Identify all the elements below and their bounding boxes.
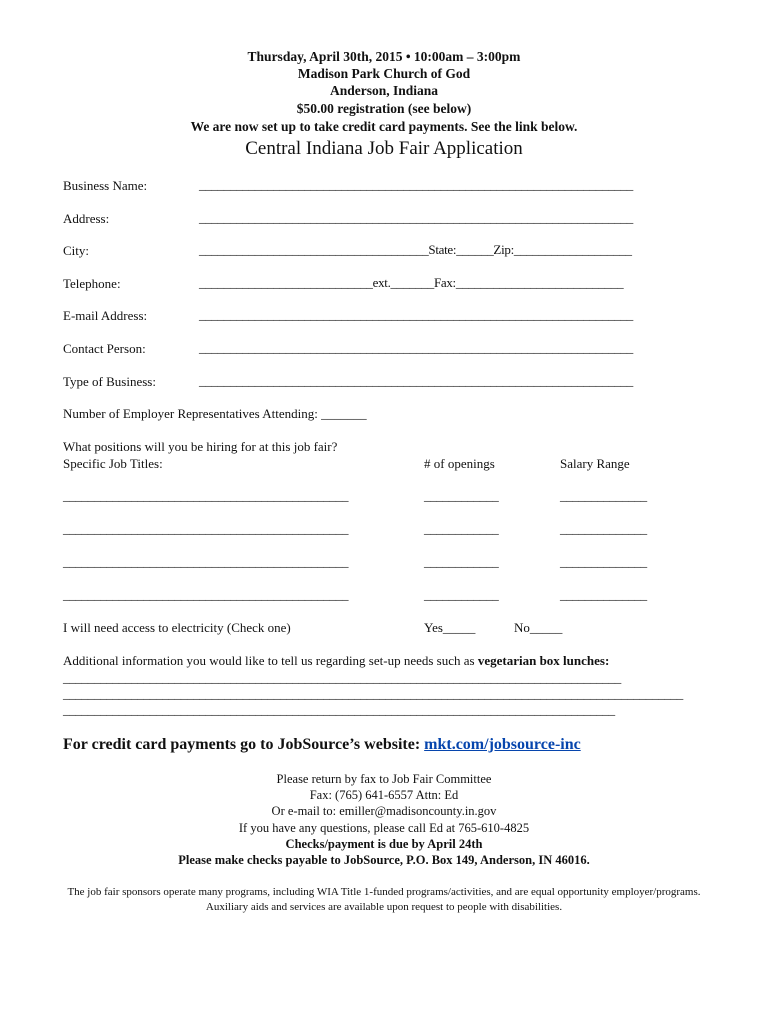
additional-info-text: Additional information you would like to tell us regarding set-up needs such as [63,653,478,668]
address-label: Address: [63,211,110,226]
salary-field[interactable]: ______________ [560,587,647,602]
ext-label: ext. [372,275,391,290]
additional-info-label [63,653,609,669]
fax-label: Fax: [433,275,456,290]
contact-person-field[interactable]: ______________________________________________________________________ [199,340,634,355]
openings-field[interactable]: ____________ [424,521,499,536]
job-title-field[interactable]: ______________________________________________ [63,521,349,536]
event-city: Anderson, Indiana [329,83,439,98]
openings-field[interactable]: ____________ [424,488,499,503]
representatives-label [63,406,367,422]
electricity-no[interactable]: No_____ [514,620,563,635]
payable-to: Please make checks payable to JobSource, P.O. Box 149, Anderson, IN 46016. [178,853,590,867]
disclaimer: The job fair sponsors operate many programs, including WIA Title 1-funded programs/activities, and are equal opportunity employer/programs. Auxiliary aids and services are available upon request to people with disabilities. [67,886,701,913]
yes-label: Yes [424,620,443,635]
job-title-field[interactable]: ______________________________________________ [63,554,349,569]
salary-header: Salary Range [560,456,630,471]
city-field[interactable]: _____________________________________State:______Zip:___________________ [199,242,632,257]
salary-field[interactable]: ______________ [560,488,647,503]
business-type-field[interactable]: ______________________________________________________________________ [199,373,634,388]
job-title-field[interactable]: ______________________________________________ [63,488,349,503]
zip-field[interactable]: ___________________ [513,242,632,257]
business-name-label: Business Name: [63,178,148,193]
fax-number: Fax: (765) 641-6557 Attn: Ed [309,788,459,802]
registration-fee: $50.00 registration (see below) [296,101,472,116]
address-field[interactable]: ______________________________________________________________________ [199,210,634,225]
payment-due: Checks/payment is due by April 24th [285,837,483,851]
return-instructions: Please return by fax to Job Fair Committee [276,772,492,786]
business-type-label: Type of Business: [63,374,156,389]
state-field[interactable]: ______ [456,242,494,257]
zip-label: Zip: [493,242,514,257]
job-title-field[interactable]: ______________________________________________ [63,587,349,602]
representatives-field[interactable]: _______ [321,406,367,421]
salary-field[interactable]: ______________ [560,554,647,569]
openings-field[interactable]: ____________ [424,554,499,569]
credit-card-text: For credit card payments go to JobSource’s website: [63,736,425,753]
salary-field[interactable]: ______________ [560,521,647,536]
event-venue: Madison Park Church of God [297,66,471,81]
contact-person-label: Contact Person: [63,341,146,356]
business-name-field[interactable]: ______________________________________________________________________ [199,177,634,192]
email-instructions: Or e-mail to: emiller@madisoncounty.in.gov [271,804,497,818]
positions-question: What positions will you be hiring for at this job fair? [63,439,338,454]
vegetarian-lunches: vegetarian box lunches: [477,653,610,668]
page-title: Central Indiana Job Fair Application [245,138,523,159]
event-date: Thursday, April 30th, 2015 • 10:00am – 3:00pm [247,49,521,64]
telephone-label: Telephone: [63,276,121,291]
additional-info-line[interactable]: _________________________________________________________________________________________ [63,702,615,717]
no-label: No [514,620,530,635]
credit-card-line [63,736,581,754]
electricity-yes[interactable]: Yes_____ [424,620,476,635]
additional-info-line[interactable]: ____________________________________________________________________________________________________ [63,686,684,701]
state-label: State: [428,242,457,257]
questions-contact: If you have any questions, please call Ed at 765-610-4825 [238,821,530,835]
openings-field[interactable]: ____________ [424,587,499,602]
electricity-question: I will need access to electricity (Check one) [63,620,291,635]
email-label: E-mail Address: [63,308,148,323]
additional-info-line[interactable]: __________________________________________________________________________________________ [63,670,622,685]
telephone-field[interactable]: ____________________________ext._______Fax:___________________________ [199,275,624,290]
job-titles-header: Specific Job Titles: [63,456,163,471]
jobsource-link[interactable]: mkt.com/jobsource-inc [424,736,581,753]
fax-field[interactable]: ___________________________ [455,275,624,290]
credit-card-notice: We are now set up to take credit card payments. See the link below. [190,119,578,134]
representatives-text: Number of Employer Representatives Attending: [63,406,318,421]
city-label: City: [63,243,90,258]
openings-header: # of openings [424,456,495,471]
ext-field[interactable]: _______ [390,275,434,290]
email-field[interactable]: ______________________________________________________________________ [199,307,634,322]
